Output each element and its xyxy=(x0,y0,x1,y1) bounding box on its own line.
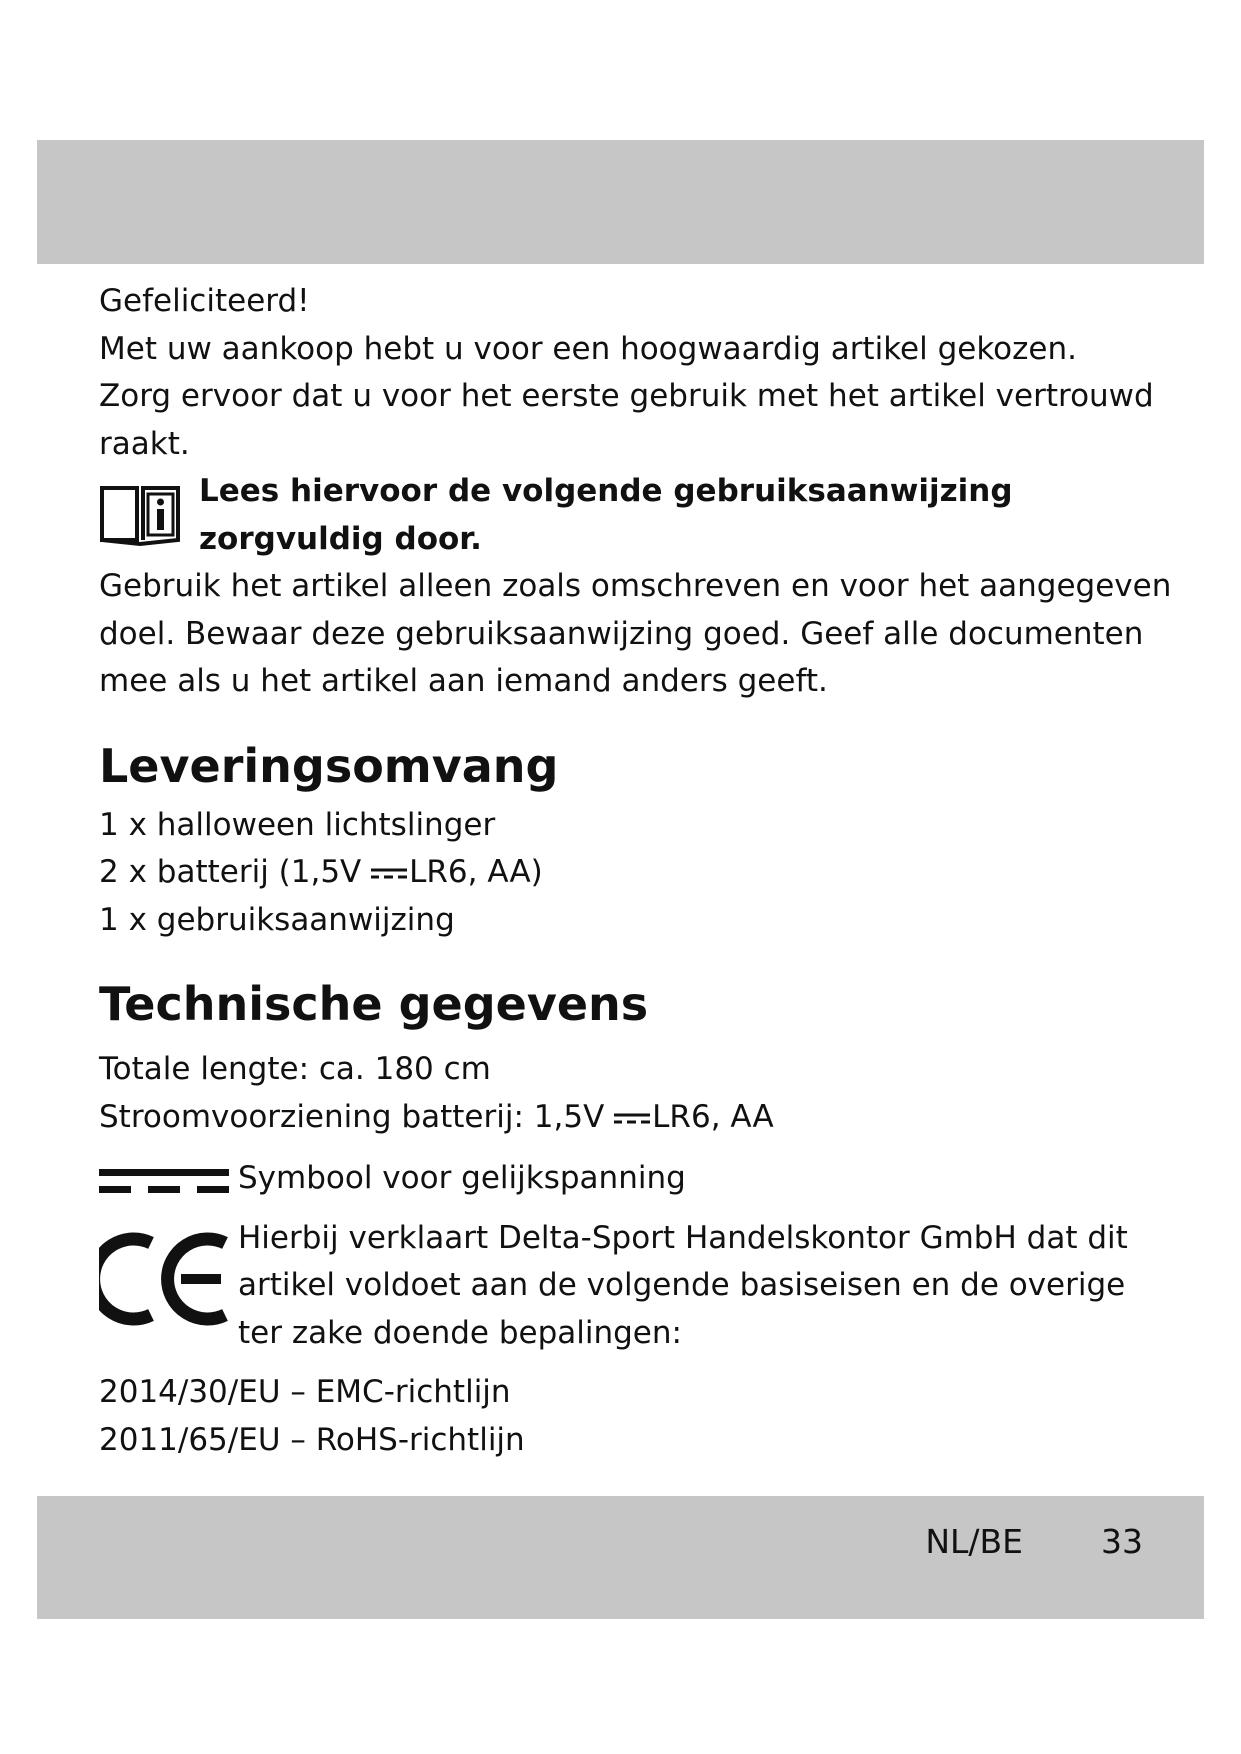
usage-line: doel. Bewaar deze gebruiksaanwijzing goed. Geef alle documenten xyxy=(99,615,1144,652)
footer-language: NL/BE xyxy=(925,1522,1023,1561)
page-content xyxy=(99,278,1179,1464)
ce-declaration xyxy=(99,1215,1179,1358)
supply-item-prefix: 2 x batterij (1,5V xyxy=(99,854,372,890)
usage-line: Gebruik het artikel alleen zoals omschreven en voor het aangegeven xyxy=(99,568,1172,604)
usage-line: mee als u het artikel aan iemand anders geeft. xyxy=(99,663,828,699)
directives-list xyxy=(99,1369,1179,1464)
intro-line: raakt. xyxy=(99,425,190,462)
supply-item xyxy=(99,849,1179,897)
tech-length: Totale lengte: ca. 180 cm xyxy=(99,1051,491,1087)
ce-line: Hierbij verklaart Delta-Sport Handelskontor GmbH dat dit xyxy=(238,1219,1128,1256)
dc-small-icon xyxy=(371,861,407,885)
directive-item: 2011/65/EU – RoHS-richtlijn xyxy=(99,1421,525,1458)
ce-line: artikel voldoet aan de volgende basiseisen en de overige xyxy=(238,1267,1126,1303)
battery-code: LR6 xyxy=(652,1098,711,1135)
ce-mark-icon xyxy=(99,1231,229,1327)
tech-power-suffix: , AA xyxy=(710,1098,774,1135)
battery-code: LR6 xyxy=(409,854,468,890)
dc-label: Symbool voor gelijkspanning xyxy=(238,1160,686,1196)
supply-item: 1 x gebruiksaanwijzing xyxy=(99,901,455,938)
section-title-levering: Leveringsomvang xyxy=(99,738,559,793)
intro-line: Gefeliciteerd! xyxy=(99,283,310,319)
dc-voltage-icon xyxy=(99,1167,229,1195)
info-book-icon xyxy=(99,480,181,548)
tech-power xyxy=(99,1094,1179,1142)
directive-item: 2014/30/EU – EMC-richtlijn xyxy=(99,1374,511,1410)
supply-item: 1 x halloween lichtslinger xyxy=(99,806,496,843)
page-footer xyxy=(925,1520,1143,1564)
page-number: 33 xyxy=(1101,1522,1143,1561)
supply-item-suffix: , AA) xyxy=(467,854,543,890)
tech-power-prefix: Stroomvoorziening batterij: 1,5V xyxy=(99,1098,615,1135)
header-band xyxy=(37,140,1204,264)
note-line: Lees hiervoor de volgende gebruiksaanwijzing xyxy=(199,473,1013,509)
intro-line: Zorg ervoor dat u voor het eerste gebruik met het artikel vertrouwd xyxy=(99,378,1154,414)
read-instructions-note xyxy=(99,468,1179,563)
dc-small-icon xyxy=(614,1106,650,1130)
dc-symbol-row xyxy=(99,1155,1179,1203)
ce-line: ter zake doende bepalingen: xyxy=(238,1314,682,1351)
note-line: zorgvuldig door. xyxy=(199,520,482,557)
intro-line: Met uw aankoop hebt u voor een hoogwaardig artikel gekozen. xyxy=(99,330,1077,367)
section-title-tech: Technische gegevens xyxy=(99,977,649,1031)
